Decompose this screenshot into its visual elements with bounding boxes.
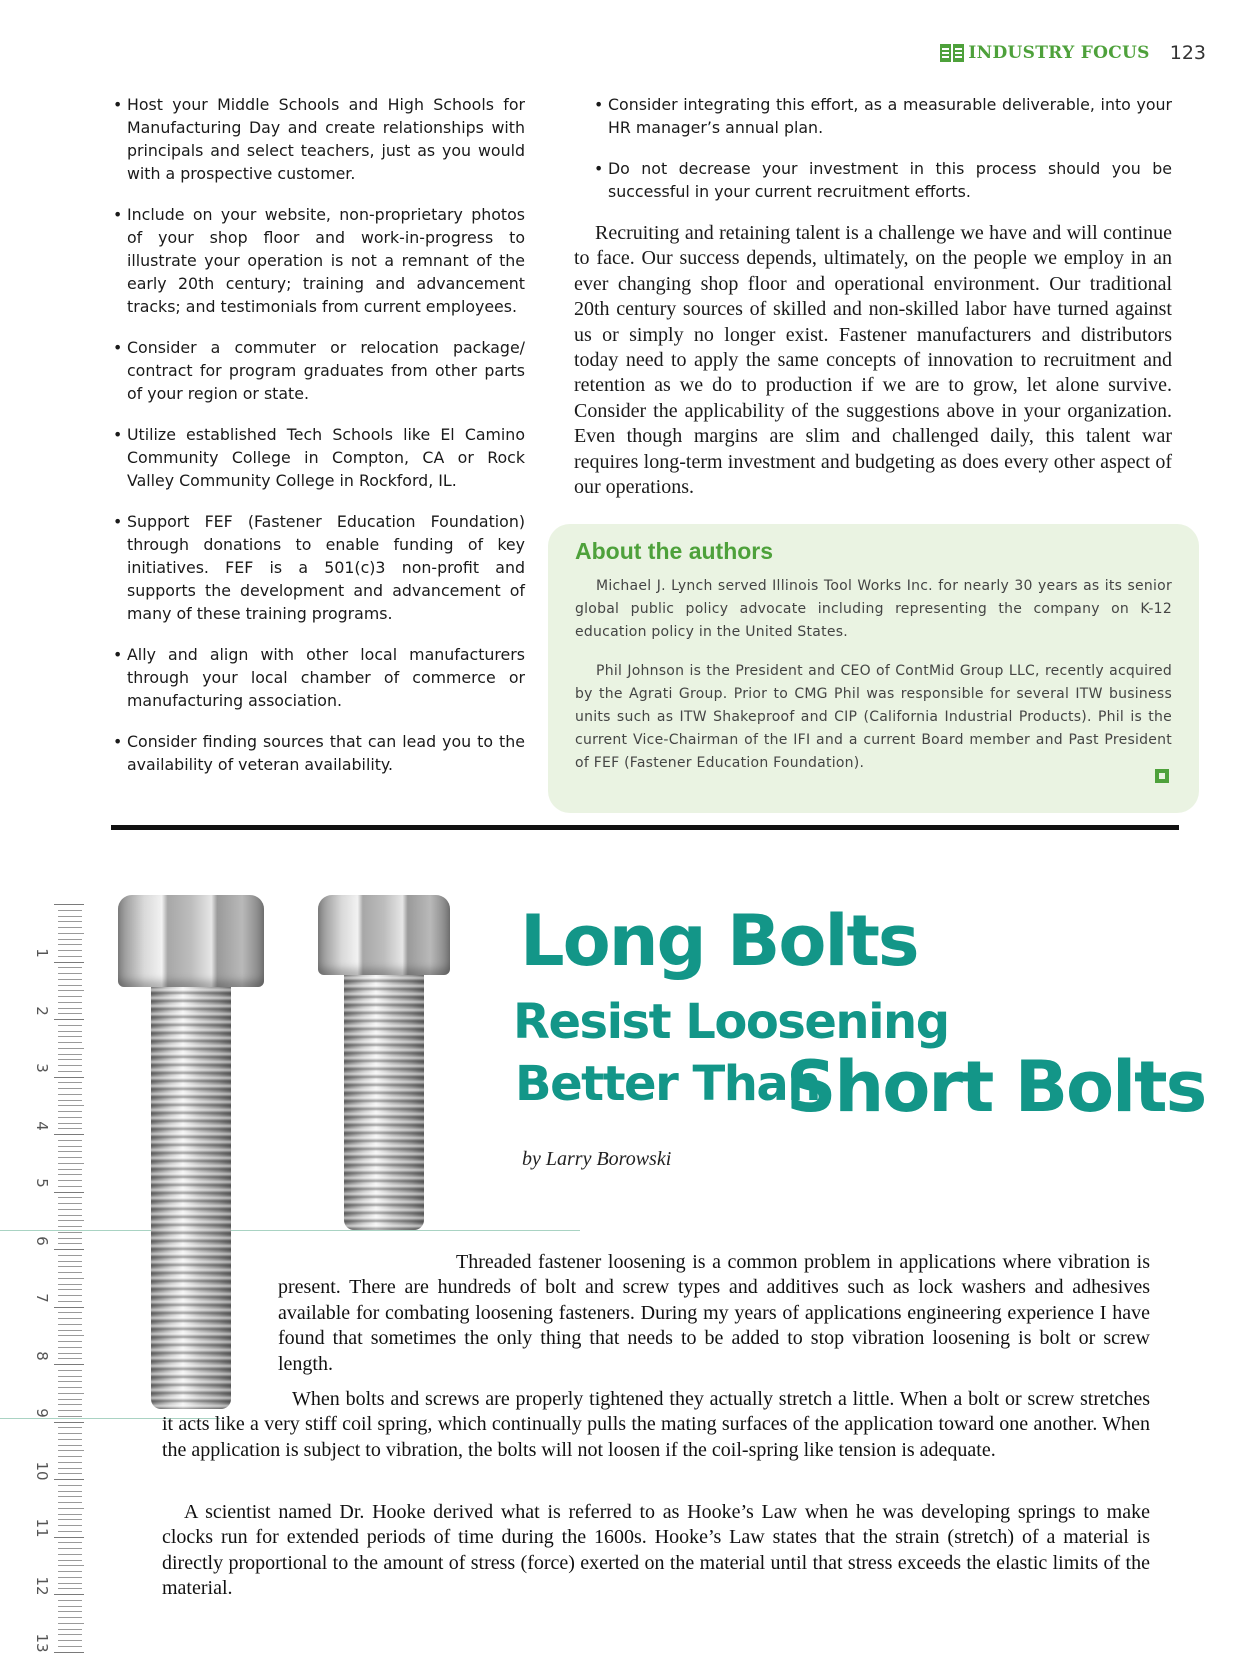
ruler-number: 13 [33, 1633, 51, 1653]
ruler-tick [58, 1450, 84, 1451]
ruler-number: 11 [33, 1518, 51, 1538]
ruler-tick [58, 1197, 82, 1198]
ruler-number: 3 [33, 1063, 51, 1073]
ruler-tick [54, 1422, 84, 1423]
ruler-tick [58, 1606, 82, 1607]
ruler-tick [58, 1203, 82, 1204]
ruler-tick [58, 1301, 82, 1302]
ruler-tick [58, 1169, 82, 1170]
ruler-tick [58, 1485, 82, 1486]
ruler-tick [58, 1117, 82, 1118]
ruler-tick [58, 979, 82, 980]
ruler-tick [58, 956, 82, 957]
ruler-tick [58, 1059, 82, 1060]
ruler-tick [58, 1318, 82, 1319]
ruler-tick [58, 1514, 82, 1515]
section-label: INDUSTRY FOCUS [968, 43, 1150, 63]
ruler-tick [58, 1571, 82, 1572]
ruler-tick [58, 1094, 82, 1095]
ruler-tick [58, 1542, 82, 1543]
ruler-number: 6 [33, 1235, 51, 1246]
bullet-item: • Host your Middle Schools and High Schools for Manufacturing Day and create relationships with principals and select teachers, just as you would with a prospective customer. [113, 93, 525, 185]
ruler-tick [54, 1019, 84, 1020]
article-paragraph: When bolts and screws are properly tightened they actually stretch a little. When a bolt or screw stretches it acts like a very stiff coil spring, which continually pulls the mating surfaces of the application toward one another. When the application is subject to vibration, the bolts will not loosen if the coil-spring like tension is adequate. [162, 1388, 1150, 1461]
ruler-tick [58, 1272, 82, 1273]
ruler-tick [58, 950, 82, 951]
ruler-tick [58, 1082, 82, 1083]
ruler-tick [58, 1048, 84, 1049]
ruler-number: 2 [33, 1005, 51, 1016]
ruler-tick [58, 1065, 82, 1066]
ruler-tick [58, 1496, 82, 1497]
article-title-emphasis: Short Bolts [786, 1046, 1206, 1128]
ruler-tick [58, 1123, 82, 1124]
ruler-tick [58, 1393, 84, 1394]
long-bolt-image [118, 895, 264, 1409]
ruler-tick [58, 996, 82, 997]
ruler-tick [54, 962, 84, 963]
ruler-number: 9 [33, 1408, 51, 1418]
ruler-tick [58, 1013, 82, 1014]
ruler-tick [58, 1215, 82, 1216]
ruler-tick [58, 1163, 84, 1164]
conclusion-paragraph: Recruiting and retaining talent is a challenge we have and will continue to face. Our success depends, ultimately, on the people we employ in an ever changing shop floor and operational environment. Our traditional 20th century sources of skilled and non-skilled labor have turned against us or simply no longer exist. Fastener manufacturers and distributors today need to apply the same concepts of innovation to recruitment and retention as we do to production if we are to grow, let alone survive. Consider the applicability of the suggestions above in your organization. Even though margins are slim and challenged daily, this talent war requires long-term investment and budgeting as does every other aspect of our operations. [574, 222, 1172, 499]
byline: by Larry Borowski [522, 1148, 672, 1170]
section-divider [111, 825, 1179, 830]
ruler-tick [58, 1577, 82, 1578]
ruler-tick [54, 1479, 84, 1480]
ruler-tick [58, 1600, 82, 1601]
ruler-tick [58, 1617, 82, 1618]
bullet-item: • Include on your website, non-proprietary photos of your shop floor and work-in-progress to illustrate your operation is not a remnant of the early 20th century; training and advancement tracks; and testimonials from current employees. [113, 203, 525, 318]
ruler-tick [58, 910, 82, 911]
ruler-tick [58, 1261, 82, 1262]
ruler-tick [54, 1307, 84, 1308]
ruler-tick [58, 1054, 82, 1055]
ruler-tick [58, 1335, 84, 1336]
right-column [574, 93, 1172, 500]
ruler-tick [58, 1036, 82, 1037]
ruler-tick [58, 1289, 82, 1290]
ruler-tick [58, 1266, 82, 1267]
ruler-tick [58, 1462, 82, 1463]
ruler-tick [58, 1002, 82, 1003]
ruler-tick [58, 1519, 82, 1520]
ruler-tick [54, 1134, 84, 1135]
ruler-tick [58, 1381, 82, 1382]
ruler-tick [58, 927, 82, 928]
guide-line [0, 1230, 580, 1231]
ruler-tick [58, 1646, 82, 1647]
ruler-tick [58, 1525, 82, 1526]
ruler-tick [58, 1111, 82, 1112]
bullet-item: • Utilize established Tech Schools like El Camino Community College in Compton, CA or Rock Valley Community College in Rockford, IL. [113, 423, 525, 492]
ruler-tick [58, 921, 82, 922]
ruler-tick [58, 1439, 82, 1440]
ruler-number: 1 [33, 948, 51, 958]
ruler-tick [54, 1249, 84, 1250]
about-authors-box [548, 524, 1199, 813]
ruler-number: 7 [33, 1293, 51, 1303]
ruler-tick [58, 973, 82, 974]
author-bio: Michael J. Lynch served Illinois Tool Works Inc. for nearly 30 years as its senior global public policy advocate including representing the company on K-12 education policy in the United States. [575, 578, 1172, 640]
ruler-tick [58, 1100, 82, 1101]
left-column [113, 93, 525, 794]
ruler-tick [58, 1025, 82, 1026]
ruler-tick [58, 1174, 82, 1175]
bullet-item: • Consider integrating this effort, as a measurable deliverable, into your HR manager’s annual plan. [594, 93, 1172, 139]
ruler-tick [58, 1445, 82, 1446]
ruler-tick [58, 1468, 82, 1469]
ruler-tick [58, 1376, 82, 1377]
ruler-tick [58, 1226, 82, 1227]
ruler-tick [58, 1180, 82, 1181]
ruler-tick [58, 1295, 82, 1296]
ruler-number: 4 [33, 1120, 51, 1131]
ruler-tick [58, 1456, 82, 1457]
ruler-number: 12 [33, 1575, 51, 1596]
bullet-item: • Consider a commuter or relocation package/ contract for program graduates from other parts of your region or state. [113, 336, 525, 405]
ruler-tick [58, 1324, 82, 1325]
ruler-tick [58, 1491, 82, 1492]
ruler-tick [58, 1238, 82, 1239]
ruler-tick [58, 933, 84, 934]
ruler-tick [58, 1623, 84, 1624]
newspaper-icon [940, 44, 964, 62]
ruler-tick [58, 1508, 84, 1509]
short-bolt-image [318, 895, 450, 1230]
ruler-tick [58, 1629, 82, 1630]
article-paragraph: A scientist named Dr. Hooke derived what is referred to as Hooke’s Law when he was developing springs to make clocks run for extended periods of time during the 1600s. Hooke’s Law states that the strain (stretch) of a material is directly proportional to the amount of stress (force) exerted on the material until that stress exceeds the elastic limits of the material. [162, 1501, 1150, 1600]
page-number: 123 [1169, 42, 1206, 64]
ruler-tick [58, 990, 84, 991]
ruler-tick [58, 1399, 82, 1400]
ruler-tick [58, 1611, 82, 1612]
ruler-tick [58, 1554, 82, 1555]
ruler-tick [58, 1634, 82, 1635]
ruler-tick [54, 1364, 84, 1365]
article-title: Long Bolts [520, 900, 918, 982]
ruler-tick [58, 1243, 82, 1244]
ruler-tick [58, 1157, 82, 1158]
ruler-tick [54, 1077, 84, 1078]
ruler-tick [54, 1537, 84, 1538]
ruler-tick [58, 1220, 84, 1221]
ruler-tick [54, 1652, 84, 1653]
ruler-tick [58, 1312, 82, 1313]
ruler-tick [58, 1640, 82, 1641]
ruler-tick [58, 1255, 82, 1256]
ruler-number: 5 [33, 1178, 51, 1188]
ruler-tick [58, 1088, 82, 1089]
ruler-tick [58, 1410, 82, 1411]
ruler-tick [58, 1583, 82, 1584]
end-of-article-icon [1155, 769, 1169, 783]
ruler-tick [58, 1560, 82, 1561]
ruler-tick [58, 1105, 84, 1106]
ruler-tick [58, 1588, 82, 1589]
ruler-number: 8 [33, 1350, 51, 1361]
article-paragraph: Threaded fastener loosening is a common problem in applications where vibration is present. There are hundreds of bolt and screw types and additives such as lock washers and adhesives available for combating loosening fasteners. During my years of applications engineering experience I have found that sometimes the only thing that needs to be added to stop vibration loosening is bolt or screw length. [278, 1251, 1150, 1375]
ruler-tick [58, 1186, 82, 1187]
ruler-tick [58, 1151, 82, 1152]
ruler-tick [58, 944, 82, 945]
ruler-tick [58, 1433, 82, 1434]
ruler-tick [58, 1427, 82, 1428]
ruler-tick [58, 1146, 82, 1147]
ruler-tick [58, 1387, 82, 1388]
ruler-tick [58, 1347, 82, 1348]
ruler-tick [58, 1008, 82, 1009]
ruler-tick [58, 1473, 82, 1474]
article-title-line-2: Resist Loosening [513, 994, 949, 1050]
ruler-number: 10 [33, 1460, 51, 1481]
author-bio: Phil Johnson is the President and CEO of ContMid Group LLC, recently acquired by the Agrati Group. Prior to CMG Phil was responsible for several ITW business units such as ITW Shakeproof and CIP (California Industrial Products). Phil is the current Vice-Chairman of the IFI and a current Board member and Past President of FEF (Fastener Education Foundation). [575, 663, 1172, 771]
bullet-item: • Consider finding sources that can lead you to the availability of veteran availability. [113, 730, 525, 776]
ruler-tick [58, 1031, 82, 1032]
article-title-line-3: Better Than [515, 1056, 820, 1112]
running-header [940, 42, 1206, 64]
ruler-tick [58, 1358, 82, 1359]
ruler-tick [54, 1594, 84, 1595]
ruler-tick [58, 916, 82, 917]
authors-title: About the authors [575, 538, 774, 564]
bullet-item: • Do not decrease your investment in this process should you be successful in your current recruitment efforts. [594, 157, 1172, 203]
ruler-tick [58, 1565, 84, 1566]
ruler-tick [58, 1140, 82, 1141]
ruler-tick [58, 1071, 82, 1072]
ruler-tick [58, 1042, 82, 1043]
ruler-tick [58, 1278, 84, 1279]
ruler-tick [58, 1548, 82, 1549]
ruler-tick [58, 1341, 82, 1342]
ruler-tick [58, 1404, 82, 1405]
ruler-tick [58, 1502, 82, 1503]
ruler-tick [58, 1416, 82, 1417]
bullet-item: • Ally and align with other local manufacturers through your local chamber of commerce or manufacturing association. [113, 643, 525, 712]
ruler-tick [58, 1209, 82, 1210]
ruler-tick [58, 985, 82, 986]
ruler-tick [58, 967, 82, 968]
ruler-tick [58, 1370, 82, 1371]
ruler-tick [58, 1531, 82, 1532]
ruler-tick [58, 939, 82, 940]
ruler [28, 904, 86, 1653]
ruler-tick [54, 904, 84, 905]
bullet-item: • Support FEF (Fastener Education Foundation) through donations to enable funding of key initiatives. FEF is a 501(c)3 non-profit and supports the development and advancement of many of these training programs. [113, 510, 525, 625]
ruler-tick [58, 1353, 82, 1354]
ruler-tick [58, 1284, 82, 1285]
ruler-tick [54, 1192, 84, 1193]
ruler-tick [58, 1128, 82, 1129]
ruler-tick [58, 1330, 82, 1331]
ruler-tick [58, 1232, 82, 1233]
